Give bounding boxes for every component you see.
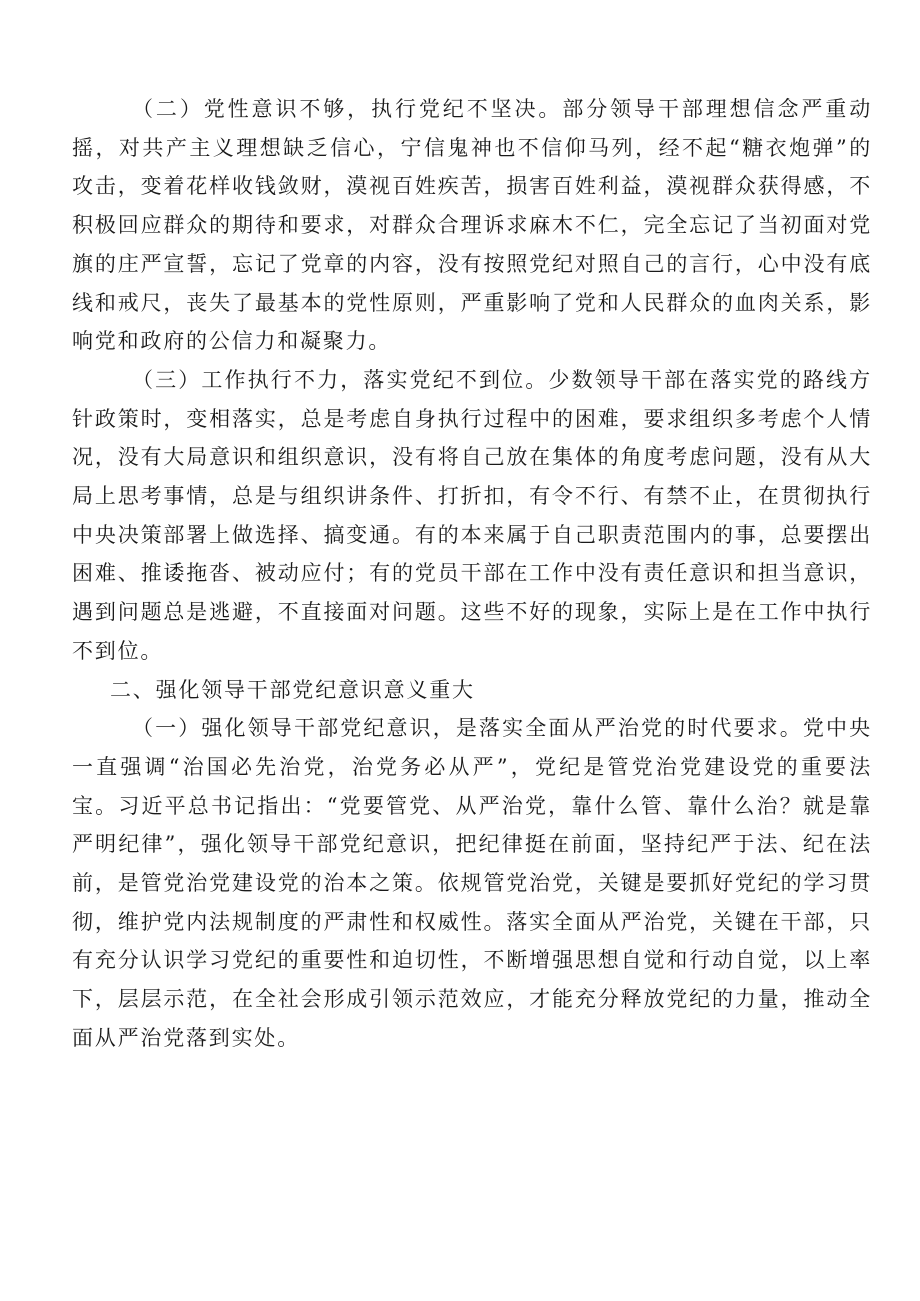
paragraph-party-awareness: （二）党性意识不够，执行党纪不坚决。部分领导干部理想信念严重动摇，对共产主义理想缺乏信心，宁信鬼神也不信仰马列，经不起“糖衣炮弹”的攻击，变着花样收钱敛财，漠视百姓疾苦，损害百姓利益，漠视群众获得感，不积极回应群众的期待和要求，对群众合理诉求麻木不仁，完全忘记了当初面对党旗的庄严宣誓，忘记了党章的内容，没有按照党纪对照自己的言行，心中没有底线和戒尺，丧失了最基本的党性原则，严重影响了党和人民群众的血肉关系，影响党和政府的公信力和凝聚力。	[72, 97, 872, 354]
paragraph-work-execution: （三）工作执行不力，落实党纪不到位。少数领导干部在落实党的路线方针政策时，变相落实，总是考虑自身执行过程中的困难，要求组织多考虑个人情况，没有大局意识和组织意识，没有将自己放在集体的角度考虑问题，没有从大局上思考事情，总是与组织讲条件、打折扣，有令不行、有禁不止，在贯彻执行中央决策部署上做选择、搞变通。有的本来属于自己职责范围内的事，总要摆出困难、推诿拖沓、被动应付；有的党员干部在工作中没有责任意识和担当意识，遇到问题总是逃避，不直接面对问题。这些不好的现象，实际上是在工作中执行不到位。	[72, 367, 872, 663]
document-body	[72, 90, 872, 1058]
section-heading-significance: 二、强化领导干部党纪意识意义重大	[110, 677, 475, 702]
paragraph-strict-governance: （一）强化领导干部党纪意识，是落实全面从严治党的时代要求。党中央一直强调“治国必先治党，治党务必从严”，党纪是管党治党建设党的重要法宝。习近平总书记指出：“党要管党、从严治党，靠什么管、靠什么治？就是靠严明纪律”，强化领导干部党纪意识，把纪律挺在前面，坚持纪严于法、纪在法前，是管党治党建设党的治本之策。依规管党治党，关键是要抓好党纪的学习贯彻，维护党内法规制度的严肃性和权威性。落实全面从严治党，关键在干部，只有充分认识学习党纪的重要性和迫切性，不断增强思想自觉和行动自觉，以上率下，层层示范，在全社会形成引领示范效应，才能充分释放党纪的力量，推动全面从严治党落到实处。	[72, 716, 872, 1050]
